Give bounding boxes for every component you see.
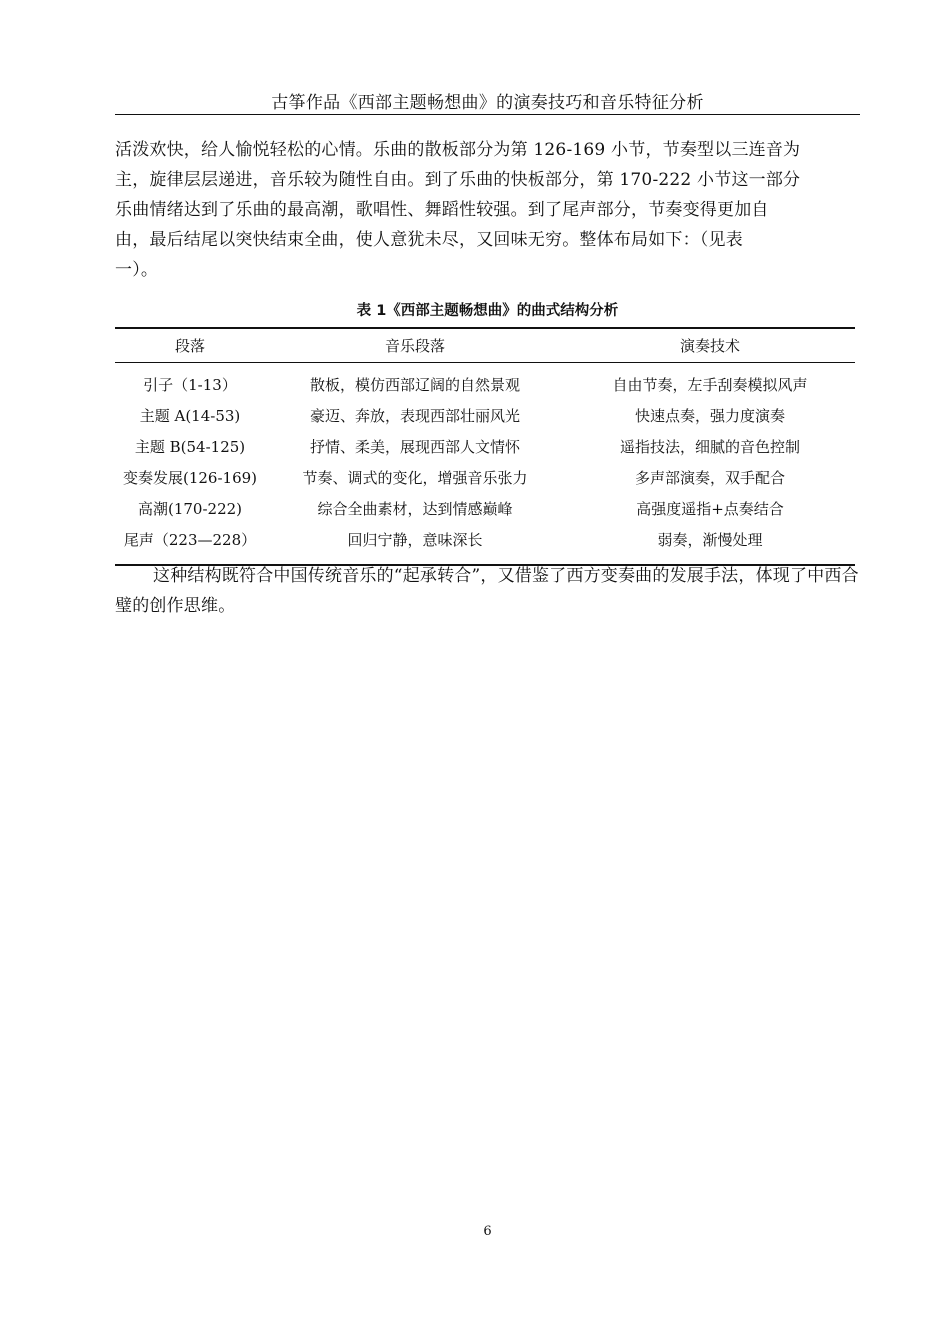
running-header: 古筝作品《西部主题畅想曲》的演奏技巧和音乐特征分析 xyxy=(271,93,704,113)
column-header-music: 音乐段落 xyxy=(384,337,445,355)
table-caption: 表 1《西部主题畅想曲》的曲式结构分析 xyxy=(356,303,619,319)
table-cell: 回归宁静，意味深长 xyxy=(347,531,483,549)
table-row xyxy=(115,431,855,462)
structure-table xyxy=(115,327,855,566)
page-number: 6 xyxy=(483,1224,492,1239)
table-row xyxy=(115,493,855,524)
table-cell: 节奏、调式的变化，增强音乐张力 xyxy=(302,469,528,487)
table-row xyxy=(115,462,855,493)
table-cell: 主题 B(54-125) xyxy=(134,438,246,456)
table-row xyxy=(115,400,855,431)
table-cell: 抒情、柔美，展现西部人文情怀 xyxy=(309,438,520,456)
paragraph-line: 一）。 xyxy=(115,260,159,280)
table-header-row xyxy=(115,328,855,363)
column-header-section: 段落 xyxy=(174,337,205,355)
structure-table-container xyxy=(115,327,855,566)
table-cell: 弱奏，渐慢处理 xyxy=(657,531,763,549)
table-cell: 高强度遥指+点奏结合 xyxy=(636,500,784,518)
table-cell: 散板，模仿西部辽阔的自然景观 xyxy=(309,376,520,394)
body-paragraph-2: 这种结构既符合中国传统音乐的“起承转合”，又借鉴了西方变奏曲的发展手法，体现了中西合璧的创作思维。 xyxy=(115,566,859,616)
table-cell: 综合全曲素材，达到情感巅峰 xyxy=(317,500,513,518)
table-cell: 尾声（223—228） xyxy=(123,531,257,549)
paragraph-line: 乐曲情绪达到了乐曲的最高潮，歌唱性、舞蹈性较强。到了尾声部分，节奏变得更加自 xyxy=(115,200,769,220)
paragraph-line: 活泼欢快，给人愉悦轻松的心情。乐曲的散板部分为第 126-169 小节，节奏型以三连音为 xyxy=(115,140,801,160)
table-cell: 变奏发展(126-169) xyxy=(122,469,258,487)
table-row xyxy=(115,524,855,565)
column-header-technique: 演奏技术 xyxy=(679,337,740,355)
table-cell: 引子（1-13） xyxy=(143,376,237,394)
paragraph-line: 主，旋律层层递进，音乐较为随性自由。到了乐曲的快板部分，第 170-222 小节这一部分 xyxy=(115,170,801,190)
body-paragraph-1 xyxy=(115,135,860,295)
table-cell: 主题 A(14-53) xyxy=(139,407,241,425)
paragraph-line: 由，最后结尾以突快结束全曲，使人意犹未尽，又回味无穷。整体布局如下：（见表 xyxy=(115,230,743,250)
table-cell: 豪迈、奔放，表现西部壮丽风光 xyxy=(309,407,520,425)
header-rule xyxy=(115,114,860,115)
table-row xyxy=(115,363,855,401)
table-cell: 自由节奏，左手刮奏模拟风声 xyxy=(612,376,808,394)
table-cell: 多声部演奏，双手配合 xyxy=(634,469,785,487)
table-cell: 遥指技法，细腻的音色控制 xyxy=(619,438,800,456)
table-cell: 快速点奏，强力度演奏 xyxy=(634,407,785,425)
table-cell: 高潮(170-222) xyxy=(137,500,243,518)
